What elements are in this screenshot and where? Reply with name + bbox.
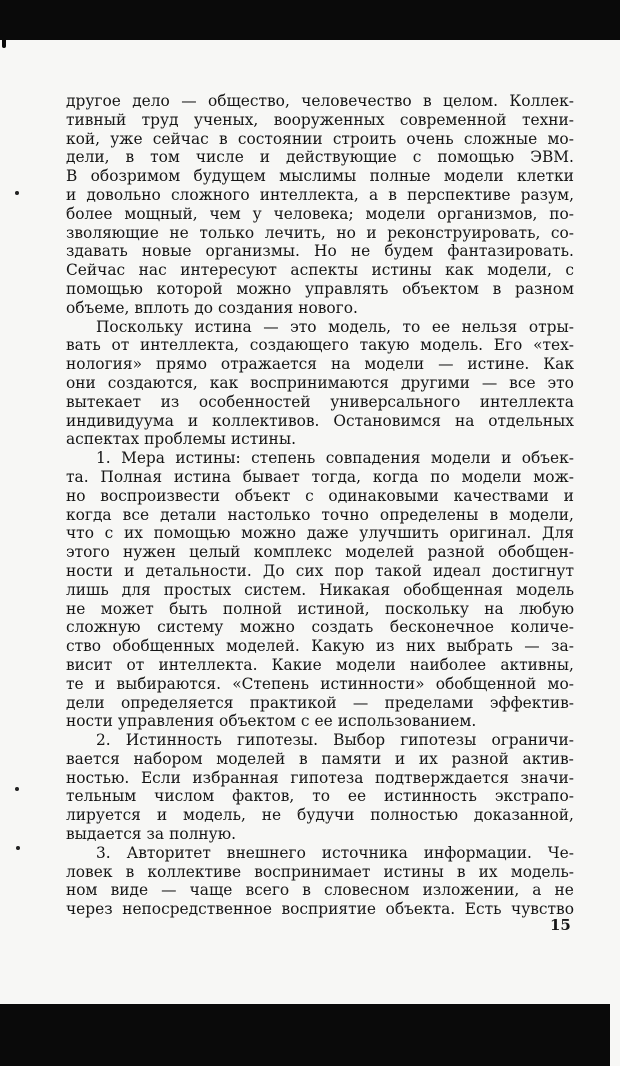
text-line: нология» прямо отражается на модели — истине. Как: [66, 355, 574, 374]
text-line: ном виде — чаще всего в словесном изложении, а не: [66, 881, 574, 900]
scan-edge-mark: [2, 30, 6, 48]
text-line: та. Полная истина бывает тогда, когда по модели мож-: [66, 467, 574, 486]
text-line: те и выбираются. «Степень истинности» обобщенной мо-: [66, 674, 574, 693]
text-line: этого нужен целый комплекс моделей разной обобщен-: [66, 543, 574, 562]
text-line: 3. Авторитет внешнего источника информации. Че-: [96, 843, 574, 862]
text-line: ловек в коллективе воспринимает истины в их модель-: [66, 862, 574, 881]
text-line: тельным числом фактов, то ее истинность экстрапо-: [66, 787, 574, 806]
text-line: лишь для простых систем. Никакая обобщенная модель: [66, 580, 574, 599]
text-line: вается набором моделей в памяти и их разной актив-: [66, 749, 574, 768]
page-number: 15: [550, 916, 571, 934]
text-line: не может быть полной истиной, поскольку на любую: [66, 599, 574, 618]
text-line: Сейчас нас интересуют аспекты истины как модели, с: [66, 261, 574, 280]
margin-speck: [16, 846, 20, 850]
text-line: ностью. Если избранная гипотеза подтверждается значи-: [66, 768, 574, 787]
text-line: сложную систему можно создать бесконечное количе-: [66, 618, 574, 637]
scan-top-border: [0, 0, 620, 40]
text-line: дели, в том числе и действующие с помощью ЭВМ.: [66, 148, 574, 167]
margin-speck: [15, 191, 19, 195]
text-line: кой, уже сейчас в состоянии строить очень сложные мо-: [66, 129, 574, 148]
text-line: когда все детали настолько точно определены в модели,: [66, 505, 574, 524]
text-line: выдается за полную.: [66, 825, 237, 844]
text-line: вытекает из особенностей универсального интеллекта: [66, 392, 574, 411]
text-line: ности и детальности. До сих пор такой идеал достигнут: [66, 561, 574, 580]
text-line: зволяющие не только лечить, но и реконструировать, со-: [66, 223, 574, 242]
text-line: они создаются, как воспринимаются другими — все это: [66, 373, 574, 392]
text-line: индивидуума и коллективов. Остановимся на отдельных: [66, 411, 574, 430]
text-line: висит от интеллекта. Какие модели наиболее активны,: [66, 655, 574, 674]
page-body-text: [66, 92, 574, 919]
text-line: и довольно сложного интеллекта, а в перспективе разум,: [66, 185, 574, 204]
text-line: объеме, вплоть до создания нового.: [66, 298, 358, 317]
text-line: лируется и модель, не будучи полностью доказанной,: [66, 806, 574, 825]
text-line: дели определяется практикой — пределами эффектив-: [66, 693, 574, 712]
text-line: ности управления объектом с ее использованием.: [66, 712, 477, 731]
text-line: ство обобщенных моделей. Какую из них выбрать — за-: [66, 637, 574, 656]
text-line: 1. Мера истины: степень совпадения модели и объек-: [96, 449, 574, 468]
text-line: что с их помощью можно даже улучшить оригинал. Для: [66, 524, 574, 543]
text-line: 2. Истинность гипотезы. Выбор гипотезы ограничи-: [96, 731, 574, 750]
text-line: тивный труд ученых, вооруженных современной техни-: [66, 110, 574, 129]
text-line: помощью которой можно управлять объектом в разном: [66, 279, 574, 298]
text-line: В обозримом будущем мыслимы полные модели клетки: [66, 167, 574, 186]
text-line: другое дело — общество, человечество в целом. Коллек-: [66, 92, 574, 110]
scan-bottom-border: [0, 1004, 610, 1066]
text-line: вать от интеллекта, создающего такую модель. Его «тех-: [66, 336, 574, 355]
margin-speck: [15, 787, 19, 791]
text-line: через непосредственное восприятие объекта. Есть чувство: [66, 900, 574, 919]
text-line: аспектах проблемы истины.: [66, 430, 296, 449]
text-line: но воспроизвести объект с одинаковыми качествами и: [66, 486, 574, 505]
text-line: Поскольку истина — это модель, то ее нельзя отры-: [96, 317, 574, 336]
text-line: здавать новые организмы. Но не будем фантазировать.: [66, 242, 574, 261]
text-line: более мощный, чем у человека; модели организмов, по-: [66, 204, 574, 223]
